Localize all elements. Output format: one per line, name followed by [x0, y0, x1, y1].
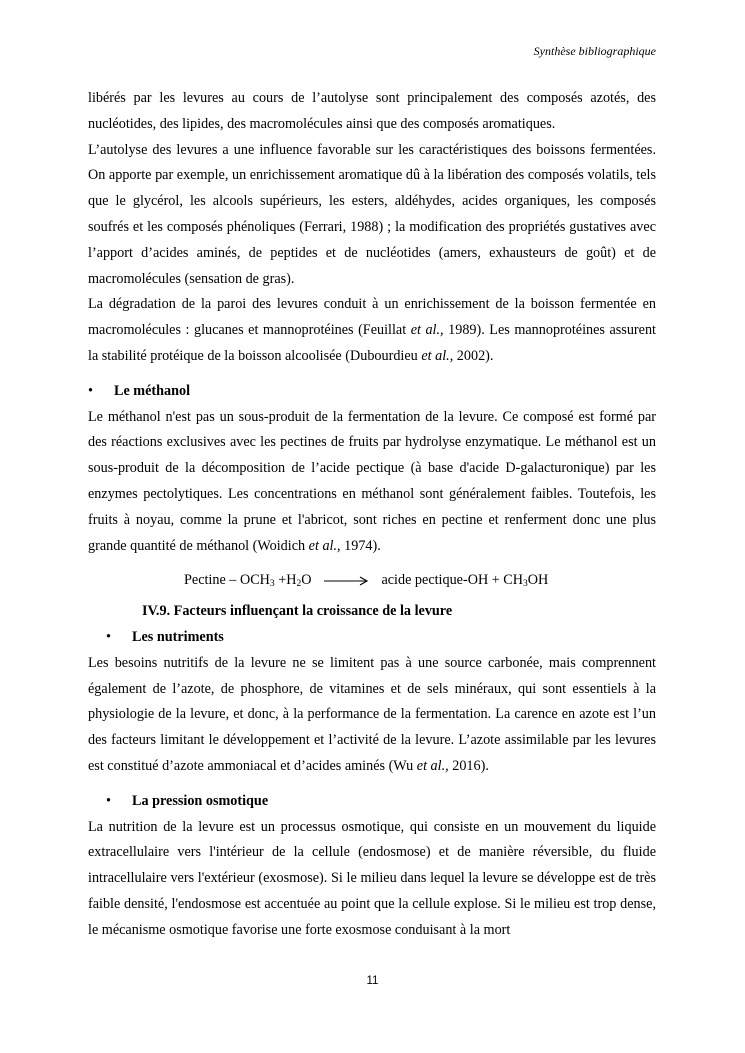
section-title: IV.9. Facteurs influençant la croissance de la levure	[142, 603, 453, 620]
heading-label: Le méthanol	[114, 382, 191, 399]
text-segment: La dégradation de la paroi des levures conduit à un enrichissement de la boisson fermentée en macromolécules : glucanes et mannoprotéines (Feuillat	[88, 296, 656, 339]
page-body	[88, 86, 656, 944]
running-header: Synthèse bibliographique	[533, 44, 656, 58]
text-segment: Les besoins nutritifs de la levure ne se limitent pas à une source carbonée, mais comprennent également de l’azote, de phosphore, de vitamines et de sels minéraux, qui sont essentiels à la physiologie de la levure, et donc, à la performance de la fermentation. La carence en azote est l’un des facteurs limitant le développement et l’activité de la levure. L’azote assimilable par les levures est constitué d’azote ammoniacal et d’acides aminés (Wu	[88, 654, 656, 774]
paragraph-wall-degradation	[88, 292, 656, 369]
text-segment: Le méthanol n'est pas un sous-produit de la fermentation de la levure. Ce composé est formé par des réactions exclusives avec les pectines de fruits par hydrolyse enzymatique. Le méthanol est un sous-produit de la décomposition de l’acide pectique (à base d'acide D-galacturonique) par les enzymes pectolytiques. Les concentrations en méthanol sont généralement faibles. Toutefois, les fruits à noyau, comme la prune et l'abricot, sont riches en pectine et renferment donc une plus grande quantité de méthanol (Woidich	[88, 408, 656, 554]
heading-label: Les nutriments	[132, 628, 224, 645]
text-segment: 1974).	[340, 537, 381, 554]
heading-nutriments	[88, 625, 656, 651]
bullet-icon: •	[106, 792, 111, 809]
paragraph-nutriments	[88, 651, 656, 780]
paragraph-osmotique: La nutrition de la levure est un processus osmotique, qui consiste en un mouvement du liquide extracellulaire vers l'intérieur de la cellule (endosmose) et de manière réversible, du fluide intracellulaire vers l'extérieur (exosmose). Si le milieu dans lequel la levure se développe est de très faible densité, l'endosmose est accentuée au point que la cellule explose. Si le milieu est trop dense, le mécanisme osmotique favorise une forte exosmose conduisant à la mort	[88, 818, 656, 938]
paragraph-autolyse-influence: L’autolyse des levures a une influence favorable sur les caractéristiques des boissons fermentées. On apporte par exemple, un enrichissement aromatique dû à la libération des composés volatils, tels que le glycérol, les alcools supérieurs, les esters, aldéhydes, acides organiques, les composés soufrés et les composés phénoliques (Ferrari, 1988) ; la modification des propriétés gustatives avec l’apport d’acides aminés, de peptides et de nucléotides (amers, exhausteurs de goût) et de macromolécules (sensation de gras).	[88, 141, 656, 287]
paragraph-autolyse-products: libérés par les levures au cours de l’autolyse sont principalement des composés azotés, des nucléotides, des lipides, des macromolécules ainsi que des composés aromatiques.	[88, 90, 656, 132]
et-al-citation: et al.,	[308, 537, 341, 554]
heading-pression-osmotique	[88, 789, 656, 815]
bullet-icon: •	[106, 628, 111, 645]
bullet-icon: •	[88, 382, 93, 399]
text-segment: 2002).	[453, 347, 494, 364]
equation-products: acide pectique-OH + $CH_3OH$	[381, 572, 549, 590]
heading-methanol	[88, 379, 656, 405]
equation-reactants: Pectine – $OCH_3 +H_2O$	[184, 572, 312, 590]
reaction-arrow-icon	[323, 575, 369, 587]
paragraph-methanol	[88, 405, 656, 560]
et-al-citation: et al.,	[416, 757, 449, 774]
text-segment: 1989). Les mannoprotéines assurent la stabilité protéique de la boisson alcoolisée (Dubourdieu	[88, 322, 656, 364]
heading-label: La pression osmotique	[132, 792, 269, 809]
chemical-equation	[88, 568, 656, 594]
et-al-citation: et al.,	[421, 347, 454, 364]
et-al-citation: et al.,	[410, 322, 444, 339]
text-segment: 2016).	[448, 757, 489, 774]
page-number: 11	[366, 975, 379, 987]
